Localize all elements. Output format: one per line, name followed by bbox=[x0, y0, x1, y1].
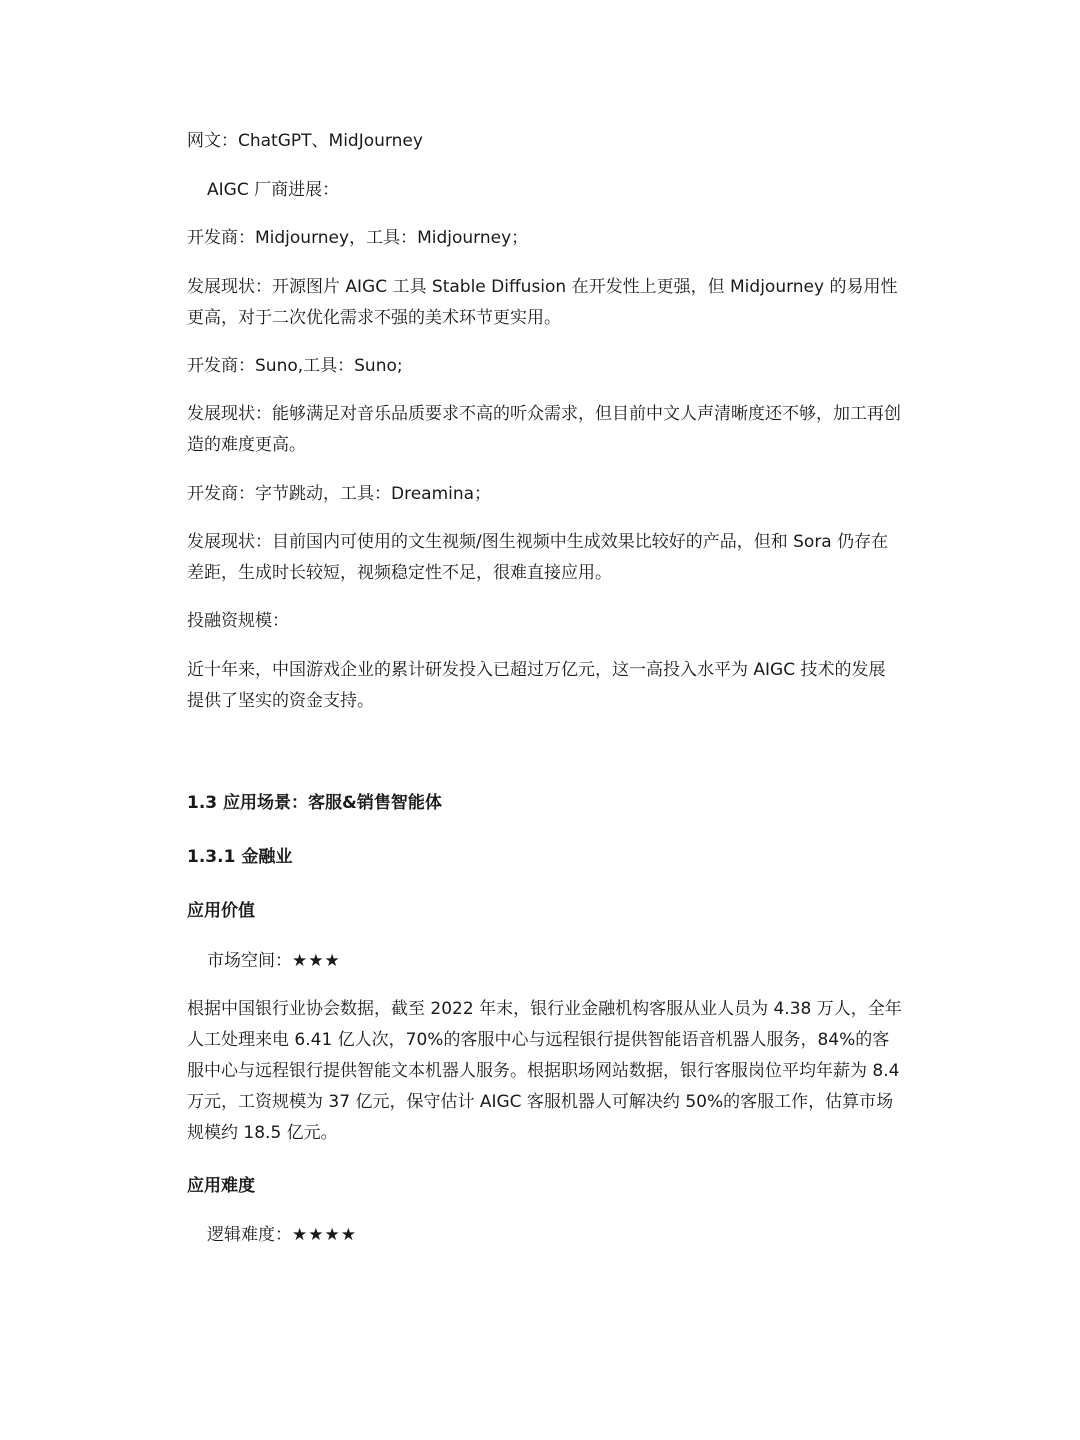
paragraph-investment-detail: 近十年来，中国游戏企业的累计研发投入已超过万亿元，这一高投入水平为 AIGC 技术的发展提供了坚实的资金支持。 bbox=[187, 660, 886, 711]
subheading-application-value: 应用价值 bbox=[187, 901, 255, 921]
paragraph-developer-dreamina: 开发商：字节跳动，工具：Dreamina； bbox=[187, 484, 492, 504]
paragraph-developer-midjourney: 开发商：Midjourney，工具：Midjourney； bbox=[187, 228, 529, 248]
logic-difficulty-label: 逻辑难度： bbox=[207, 1225, 292, 1245]
section-heading-1-3: 1.3 应用场景：客服&销售智能体 bbox=[187, 793, 442, 813]
paragraph-banking-data: 根据中国银行业协会数据，截至 2022 年末，银行业金融机构客服从业人员为 4.38 万人，全年人工处理来电 6.41 亿人次，70%的客服中心与远程银行提供智能语音机器人服务，84%的客服中心与远程银行提供智能文本机器人服务。根据职场网站数据，银行客服岗位平均年薪为 8.4 万元，工资规模为 37 亿元，保守估计 AIGC 客服机器人可解决约 50%的客服工作，估算市场规模约 18.5 亿元。 bbox=[187, 999, 905, 1143]
paragraph-status-midjourney: 发展现状：开源图片 AIGC 工具 Stable Diffusion 在开发性上更强，但 Midjourney 的易用性更高，对于二次优化需求不强的美术环节更实用。 bbox=[187, 277, 898, 328]
subheading-application-difficulty: 应用难度 bbox=[187, 1176, 255, 1196]
logic-difficulty-line bbox=[207, 1220, 922, 1251]
market-space-label: 市场空间： bbox=[207, 951, 292, 971]
market-space-stars: ★★★ bbox=[292, 951, 341, 971]
paragraph-investment-label: 投融资规模： bbox=[187, 611, 289, 631]
paragraph-status-suno: 发展现状：能够满足对音乐品质要求不高的听众需求，但目前中文人声清晰度还不够，加工再创造的难度更高。 bbox=[187, 404, 901, 455]
paragraph-developer-suno: 开发商：Suno,工具：Suno; bbox=[187, 356, 403, 376]
market-space-line bbox=[207, 946, 922, 977]
logic-difficulty-stars: ★★★★ bbox=[292, 1225, 357, 1245]
paragraph-status-dreamina: 发展现状：目前国内可使用的文生视频/图生视频中生成效果比较好的产品，但和 Sora 仍存在差距，生成时长较短，视频稳定性不足，很难直接应用。 bbox=[187, 532, 889, 583]
paragraph-web-text: 网文：ChatGPT、MidJourney bbox=[187, 131, 423, 151]
paragraph-aigc-vendors: AIGC 厂商进展： bbox=[207, 180, 340, 200]
section-heading-1-3-1: 1.3.1 金融业 bbox=[187, 847, 293, 867]
